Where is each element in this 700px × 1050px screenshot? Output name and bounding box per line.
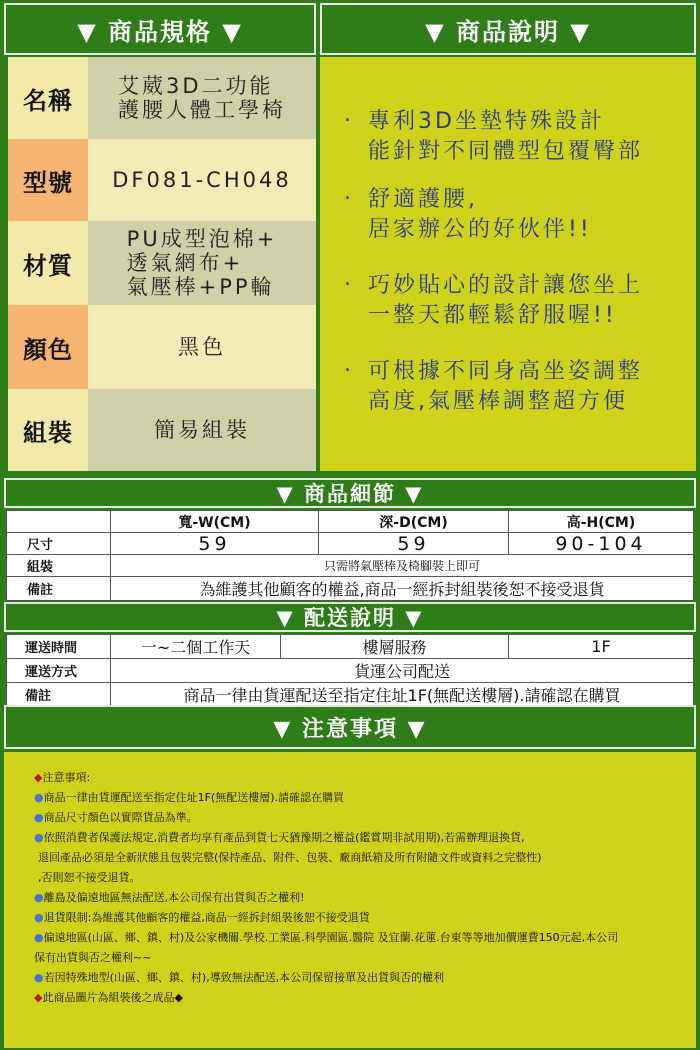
shipping-table [6,634,694,707]
note-line: 退回產品必須是全新狀態且包裝完整(保持產品、附件、包裝、廠商紙箱及所有附隨文件或資料之完整性) [38,851,542,864]
description-panel [320,57,696,471]
shipping-note-label: 備註 [7,683,111,707]
dot-icon: ● [34,891,44,904]
table-cell [7,511,111,533]
spec-label: 名稱 [8,57,88,139]
depth-value: 59 [319,533,509,555]
note-line: 保有出貨與否之權利~~ [34,951,152,964]
spec-section [0,0,700,475]
note-value: 為維護其他顧客的權益,商品一經拆封組裝後恕不接受退貨 [111,577,694,601]
spec-value: 黑色 [88,305,316,389]
table-row [7,533,694,555]
width-value: 59 [111,533,319,555]
shipping-method-label: 運送方式 [7,659,111,683]
diamond-icon: ◆ [34,771,43,784]
bullet: ‧ [344,187,354,212]
col-depth-header: 深-D(CM) [319,511,509,533]
bullet: ‧ [344,273,354,298]
details-table [6,510,694,601]
floor-service-label: 樓層服務 [281,635,509,659]
detail-section [0,475,700,1050]
note-line: ●商品尺寸顏色以實際貨品為準。 [34,811,198,824]
dot-icon: ● [34,811,44,824]
description-header: ▼ 商品說明 ▼ [320,3,696,55]
floor-service-value: 1F [509,635,694,659]
table-row [7,511,694,533]
spec-label: 顏色 [8,305,88,389]
table-row [7,683,694,707]
col-height-header: 高-H(CM) [509,511,694,533]
spec-row-name [8,57,316,139]
spec-value: PU成型泡棉+ 透氣網布+ 氣壓棒+PP輪 [88,221,316,305]
shipping-note-value: 商品一律由貨運配送至指定住址1F(無配送樓層).請確認在購買 [111,683,694,707]
spec-row-assembly [8,389,316,471]
note-line: ●退貨限制:為維護其他顧客的權益,商品一經拆封組裝後恕不接受退貨 [34,911,370,924]
spec-row-model [8,139,316,221]
assembly-label: 組裝 [7,555,111,577]
description-item: ‧ 舒適護腰, 居家辦公的好伙伴!! [344,185,676,245]
shipping-time-label: 運送時間 [7,635,111,659]
assembly-value: 只需將氣壓棒及椅腳裝上即可 [111,555,694,577]
table-row [7,555,694,577]
spec-row-color [8,305,316,389]
dot-icon: ● [34,911,44,924]
col-width-header: 寬-W(CM) [111,511,319,533]
note-line: ●依照消費者保護法規定,消費者均享有產品到貨七天猶豫期之權益(鑑賞期非試用期),若需辦理退換貨, [34,831,525,844]
note-line: ●偏遠地區(山區、鄉、鎮、村)及公家機關.學校.工業區.科學園區.醫院 及宜蘭.花蓮.台東等等地加價運費150元起,本公司 [34,931,619,944]
spec-value: 簡易組裝 [88,389,316,471]
shipping-method-value: 貨運公司配送 [111,659,694,683]
note-line: ,否則恕不接受退貨。 [38,871,141,884]
note-line: ●若因特殊地型(山區、鄉、鎮、村),導致無法配送,本公司保留接單及出貨與否的權利 [34,971,445,984]
dot-icon: ● [34,931,44,944]
shipping-header: ▼ 配送說明 ▼ [4,602,696,632]
table-row [7,577,694,601]
description-item: ‧ 專利3D坐墊特殊設計 能針對不同體型包覆臀部 [344,107,676,167]
spec-label: 材質 [8,221,88,305]
bullet: ‧ [344,109,354,134]
spec-value: 艾葳3D二功能 護腰人體工學椅 [88,57,316,139]
note-line: ◆注意事項: [34,771,91,784]
note-line: ●離島及偏遠地區無法配送,本公司保有出貨與否之權利! [34,891,305,904]
dot-icon: ● [34,831,44,844]
table-row [7,659,694,683]
bullet: ‧ [344,359,354,384]
table-row [7,635,694,659]
diamond-icon: ◆ [34,991,43,1004]
spec-label: 組裝 [8,389,88,471]
spec-label: 型號 [8,139,88,221]
height-value: 90-104 [509,533,694,555]
note-line: ◆此商品圖片為組裝後之成品◆ [34,991,183,1004]
spec-value: DF081-CH048 [88,139,316,221]
spec-header: ▼ 商品規格 ▼ [4,3,316,55]
dot-icon: ● [34,971,44,984]
details-header: ▼ 商品細節 ▼ [4,478,696,508]
spec-row-material [8,221,316,305]
note-label: 備註 [7,577,111,601]
note-line: ●商品一律由貨運配送至指定住址1F(無配送樓層).請確認在購買 [34,791,345,804]
notes-header: ▼ 注意事項 ▼ [4,705,696,749]
description-item: ‧ 可根據不同身高坐姿調整 高度,氣壓棒調整超方便 [344,357,676,417]
shipping-time-value: 一~二個工作天 [111,635,281,659]
description-item: ‧ 巧妙貼心的設計讓您坐上 一整天都輕鬆舒服喔!! [344,271,676,331]
dot-icon: ● [34,791,44,804]
size-label: 尺寸 [7,533,111,555]
notes-panel [4,752,696,1048]
